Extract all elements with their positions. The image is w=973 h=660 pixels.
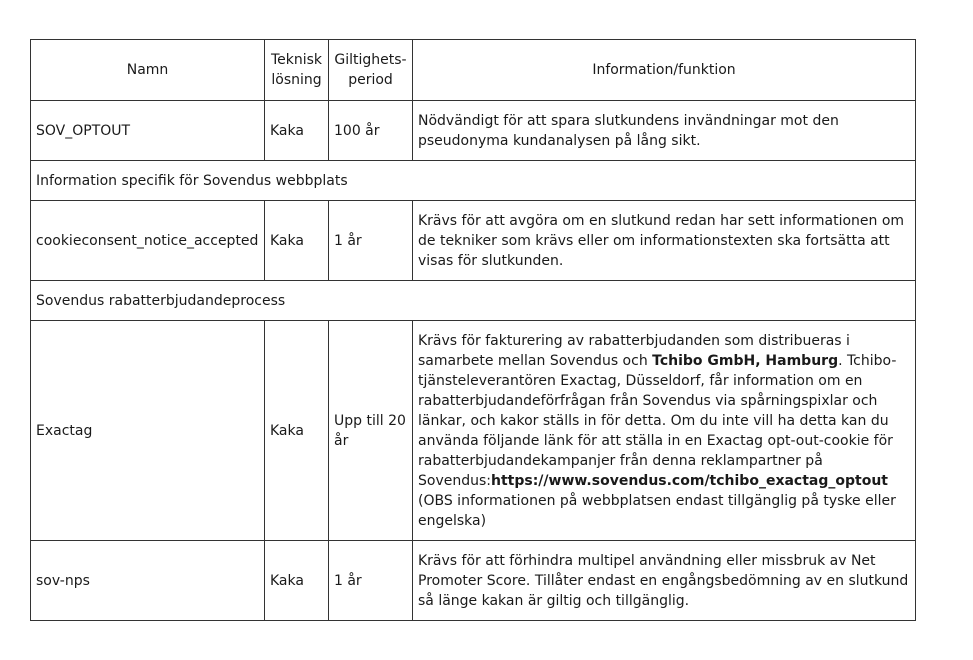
header-period-line1: Giltighets-: [334, 52, 407, 68]
cell-info: [413, 321, 916, 541]
cell-period: Upp till 20 år: [329, 321, 413, 541]
cell-tech: Kaka: [265, 321, 329, 541]
cell-name: Exactag: [31, 321, 265, 541]
header-information: Information/funktion: [413, 40, 916, 101]
cell-info: Krävs för att förhindra multipel användning eller missbruk av Net Promoter Score. Tillåter endast en engångsbedömning av en slutkund så länge kakan är giltig och tillgänglig.: [413, 541, 916, 621]
info-text-part1: Krävs för fakturering av rabatterbjudanden som distribueras i samarbete mellan Sovendus och: [418, 332, 850, 369]
cell-period: 100 år: [329, 101, 413, 161]
cell-info: Krävs för att avgöra om en slutkund redan har sett informationen om de tekniker som krävs eller om informationstexten ska fortsätta att visas för slutkunden.: [413, 201, 916, 281]
table-row: [31, 541, 916, 621]
table-row: [31, 321, 916, 541]
section-heading-website: Information specifik för Sovendus webbplats: [31, 161, 916, 201]
header-technical-solution: [265, 40, 329, 101]
header-tech-line1: Teknisk: [270, 52, 323, 68]
header-period-line2: period: [348, 72, 393, 88]
cell-tech: Kaka: [265, 201, 329, 281]
optout-link[interactable]: https://www.sovendus.com/tchibo_exactag_optout: [491, 472, 888, 489]
cookie-table-container: [30, 39, 916, 621]
section-row: [31, 161, 916, 201]
cell-tech: Kaka: [265, 541, 329, 621]
info-text-part2: . Tchibo-tjänsteleverantören Exactag, Düsseldorf, får information om en rabatterbjudandeförfrågan från Sovendus via spårningspixlar och länkar, och kakor ställs in för detta. Om du inte vill ha detta kan du använda följande länk för att ställa in en Exactag opt-out-cookie för rabatterbjudandekampanjer från denna reklampartner på Sovendus:: [418, 352, 897, 489]
cell-period: 1 år: [329, 541, 413, 621]
cell-name: SOV_OPTOUT: [31, 101, 265, 161]
header-validity-period: [329, 40, 413, 101]
table-row: [31, 101, 916, 161]
table-row: [31, 201, 916, 281]
cell-tech: Kaka: [265, 101, 329, 161]
header-tech-line2: lösning: [271, 72, 322, 88]
info-text-part3: (OBS informationen på webbplatsen endast tillgänglig på tyske eller engelska): [418, 492, 896, 529]
cell-period: 1 år: [329, 201, 413, 281]
section-row: [31, 281, 916, 321]
table-header-row: [31, 40, 916, 101]
header-name: Namn: [31, 40, 265, 101]
cell-name: sov-nps: [31, 541, 265, 621]
info-company-name: Tchibo GmbH, Hamburg: [652, 352, 839, 369]
section-heading-discount-process: Sovendus rabatterbjudandeprocess: [31, 281, 916, 321]
cell-info: Nödvändigt för att spara slutkundens invändningar mot den pseudonyma kundanalysen på lång sikt.: [413, 101, 916, 161]
cookie-table: [30, 39, 916, 621]
cell-name: cookieconsent_notice_accepted: [31, 201, 265, 281]
